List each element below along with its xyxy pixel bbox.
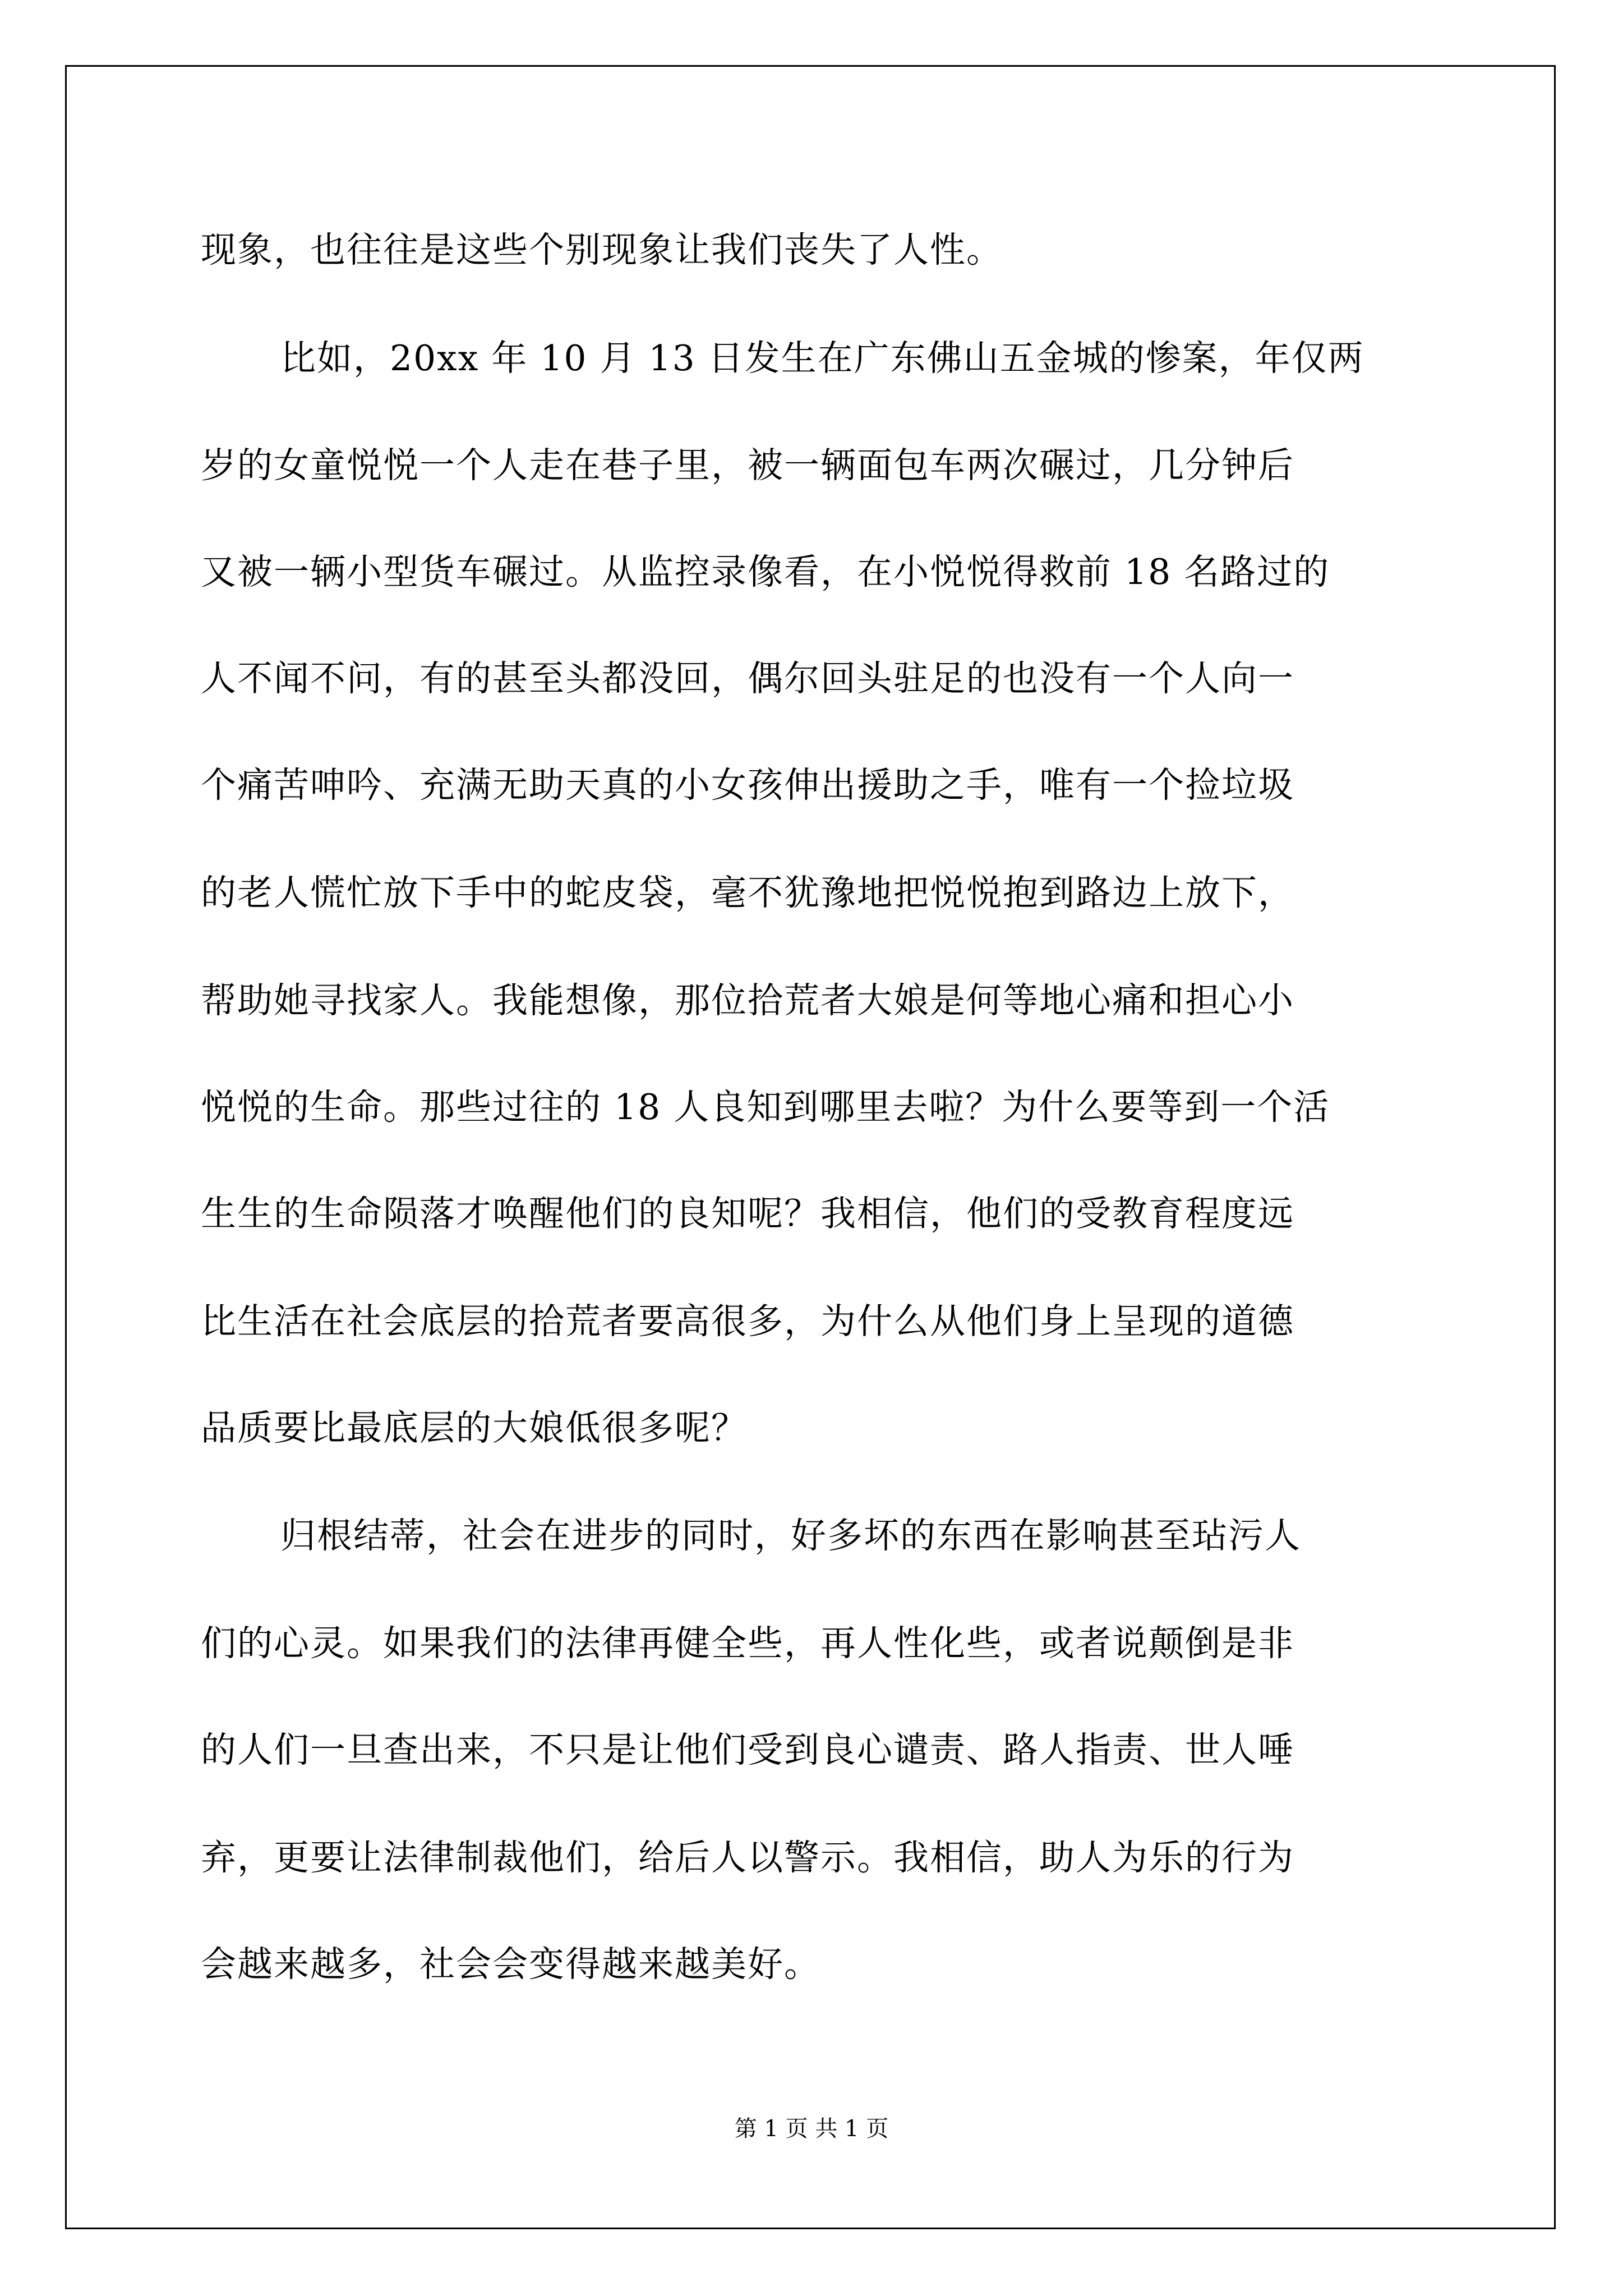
text-line-3: 岁的女童悦悦一个人走在巷子里，被一辆面包车两次碾过，几分钟后 — [201, 445, 1294, 486]
text-line-14: 们的心灵。如果我们的法律再健全些，再人性化些，或者说颠倒是非 — [201, 1623, 1294, 1664]
text-line-6: 个痛苦呻吟、充满无助天真的小女孩伸出援助之手，唯有一个捡垃圾 — [201, 765, 1294, 806]
text-line-15: 的人们一旦查出来，不只是让他们受到良心谴责、路人指责、世人唾 — [201, 1729, 1294, 1770]
text-line-7: 的老人慌忙放下手中的蛇皮袋，毫不犹豫地把悦悦抱到路边上放下， — [201, 872, 1294, 913]
text-line-16: 弃，更要让法律制裁他们，给后人以警示。我相信，助人为乐的行为 — [201, 1837, 1294, 1878]
text-line-4: 又被一辆小型货车碾过。从监控录像看，在小悦悦得救前 18 名路过的 — [201, 551, 1330, 592]
text-line-2: 比如，20xx 年 10 月 13 日发生在广东佛山五金城的惨案，年仅两 — [280, 338, 1364, 379]
text-line-17: 会越来越多，社会会变得越来越美好。 — [201, 1944, 820, 1985]
text-line-10: 生生的生命陨落才唤醒他们的良知呢？我相信，他们的受教育程度远 — [201, 1193, 1294, 1234]
text-line-13: 归根结蒂，社会在进步的同时，好多坏的东西在影响甚至玷污人 — [280, 1515, 1301, 1556]
text-line-9: 悦悦的生命。那些过往的 18 人良知到哪里去啦？为什么要等到一个活 — [201, 1087, 1330, 1128]
text-line-5: 人不闻不问，有的甚至头都没回，偶尔回头驻足的也没有一个人向一 — [201, 658, 1294, 699]
text-line-1: 现象，也往往是这些个别现象让我们丧失了人性。 — [201, 229, 1003, 270]
text-line-11: 比生活在社会底层的拾荒者要高很多，为什么从他们身上呈现的道德 — [201, 1301, 1294, 1342]
text-line-8: 帮助她寻找家人。我能想像，那位拾荒者大娘是何等地心痛和担心小 — [201, 980, 1294, 1021]
page-footer: 第 1 页 共 1 页 — [734, 2116, 889, 2142]
text-line-12: 品质要比最底层的大娘低很多呢？ — [201, 1407, 748, 1448]
page-border — [65, 65, 1556, 2229]
